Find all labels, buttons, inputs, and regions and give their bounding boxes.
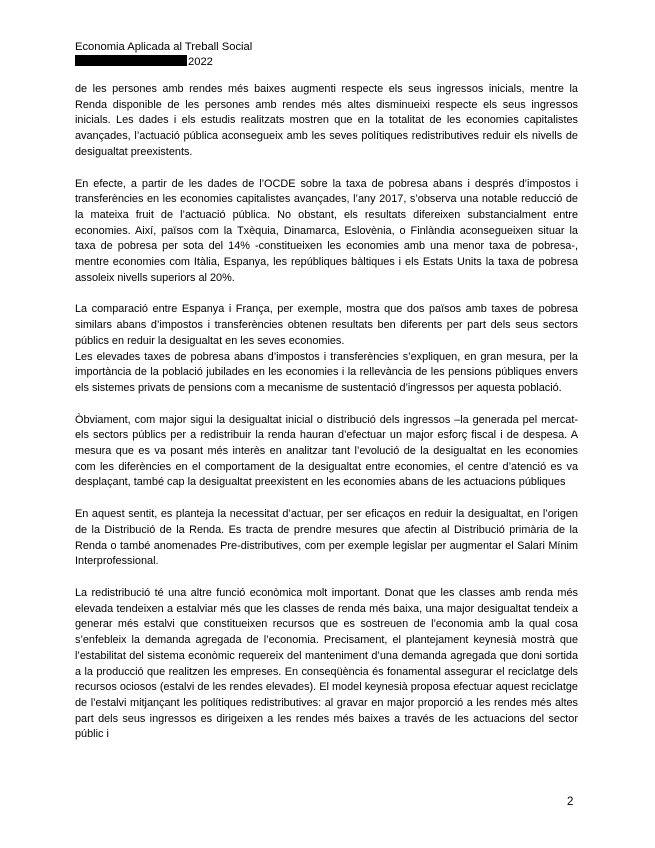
paragraph: La comparació entre Espanya i França, per exemple, mostra que dos països amb taxes de pobresa similars abans d’impostos i transferències obtenen resultats ben diferents per part dels seus sectors públics en reduir la desigualtat en les seves economies.	[75, 303, 578, 347]
paragraph: Òbviament, com major sigui la desigualtat inicial o distribució dels ingressos –la generada pel mercat- els sectors públics per a redistribuir la renda hauran d’efectuar un major esforç fiscal i de despesa. A mesura que es va posant més interès en analitzar tant l’evolució de la desigualtat en les economies com les diferències en el comportament de la desigualtat entre economies, el centre d’atenció es va desplaçant, també cap la desigualtat preexistent en les economies abans de les actuacions públiques	[75, 413, 578, 489]
paragraph: En aquest sentit, es planteja la necessitat d’actuar, per ser eficaços en reduir la desigualtat, en l’origen de la Distribució de la Renda. Es tracta de prendre mesures que afectin al Distribució primària de la Renda o també anomenades Pre-distributives, com per exemple legislar per augmentar el Salari Mínim Interprofessional.	[75, 508, 578, 568]
body-text	[75, 82, 578, 743]
redaction-bar	[75, 55, 187, 66]
header-year: 2022	[188, 56, 213, 68]
page-number: 2	[567, 796, 574, 808]
paragraph: Les elevades taxes de pobresa abans d’impostos i transferències s’expliquen, en gran mesura, per la importància de la població jubilades en les economies i la rellevància de les pensions públiques envers els sistemes privats de pensions com a mecanisme de sustentació d’ingressos per aquesta població.	[75, 350, 578, 394]
paragraph: En efecte, a partir de les dades de l’OCDE sobre la taxa de pobresa abans i després d’impostos i transferències en les economies capitalistes avançades, l’any 2017, s’observa una notable reducció de la mateixa fruit de l’actuació pública. No obstant, els resultats difereixen substancialment entre economies. Així, països com la Txèquia, Dinamarca, Eslovènia, o Finlàndia aconsegueixen situar la taxa de pobresa per sota del 14% -constitueixen les economies amb una menor taxa de pobresa-, mentre economies com Itàlia, Espanya, les repúbliques bàltiques i els Estats Units la taxa de pobresa assoleix nivells superiors al 20%.	[75, 177, 578, 284]
header-date-line	[75, 55, 252, 70]
course-title: Economia Aplicada al Treball Social	[75, 41, 253, 53]
paragraph: de les persones amb rendes més baixes augmenti respecte els seus ingressos inicials, mentre la Renda disponible de les persones amb rendes més altes disminueixi respecte els seus ingressos inicials. Les dades i els estudis realitzats mostren que en la totalitat de les economies capitalistes avançades, l’actuació pública aconsegueix amb les seves polítiques redistributives reduir els nivells de desigualtat preexistents.	[75, 83, 578, 158]
paragraph: La redistribució té una altre funció econòmica molt important. Donat que les classes amb renda més elevada tendeixen a estalviar més que les classes de renda més baixa, una major desigualtat tendeix a generar més estalvi que constitueixen recursos que es sostreuen de l’economia amb la qual cosa s’enfebleix la demanda agregada de l’economia. Precisament, el plantejament keynesià mostrà que l’estabilitat del sistema econòmic requereix del manteniment d’una demanda agregada que doni sortida a la producció que realitzen les empreses. En conseqüència és fonamental assegurar el reciclatge dels recursos ociosos (estalvi de les rendes elevades). El model keynesià proposa efectuar aquest reciclatge de l’estalvi mitjançant les polítiques redistributives: al gravar en major proporció a les rendes més altes part dels seus ingressos es dirigeixen a les rendes més baixes a través de les actuacions del sector públic i	[75, 586, 578, 741]
page-header	[75, 40, 252, 70]
